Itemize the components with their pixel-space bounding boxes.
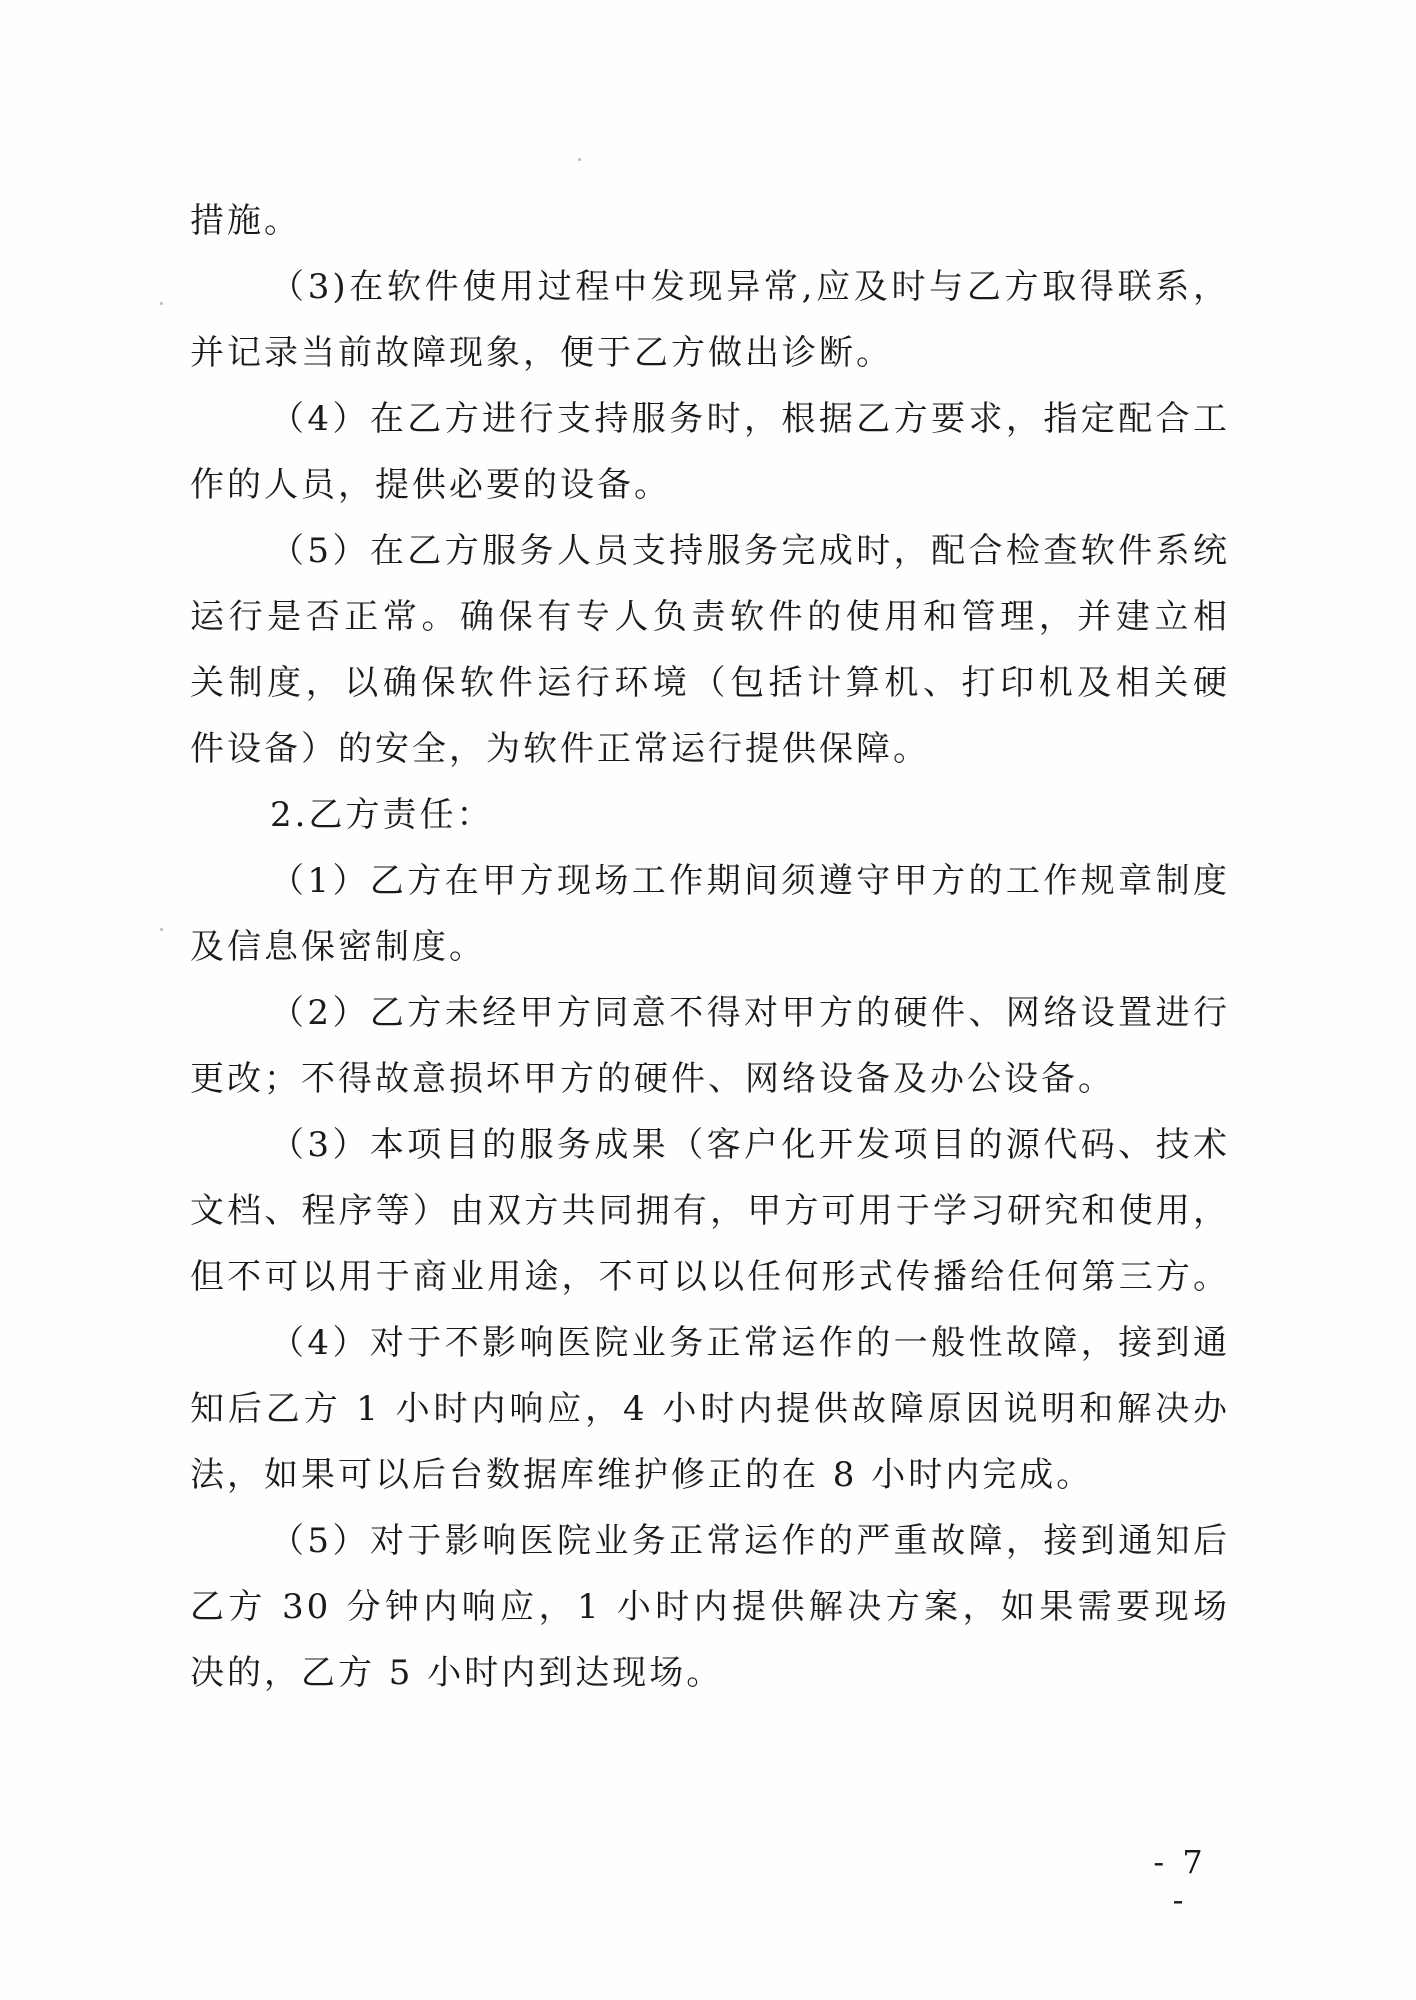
text-line: 法，如果可以后台数据库维护修正的在 8 小时内完成。 (190, 1455, 1094, 1495)
text-line: 作的人员，提供必要的设备。 (190, 465, 671, 505)
text-line: （3）本项目的服务成果（客户化开发项目的源代码、技术 (270, 1125, 1230, 1165)
text-line: 乙方 30 分钟内响应，1 小时内提供解决方案，如果需要现场 (190, 1587, 1230, 1627)
text-line: 决的，乙方 5 小时内到达现场。 (190, 1653, 724, 1693)
text-line: （3)在软件使用过程中发现异常,应及时与乙方取得联系， (270, 267, 1230, 307)
text-line: 运行是否正常。确保有专人负责软件的使用和管理，并建立相 (190, 597, 1230, 637)
text-line: 更改；不得故意损坏甲方的硬件、网络设备及办公设备。 (190, 1059, 1115, 1099)
text-line: 并记录当前故障现象，便于乙方做出诊断。 (190, 333, 893, 373)
text-line: 及信息保密制度。 (190, 927, 486, 967)
text-line: 关制度，以确保软件运行环境（包括计算机、打印机及相关硬 (190, 663, 1230, 703)
text-line: 但不可以用于商业用途，不可以以任何形式传播给任何第三方。 (190, 1257, 1230, 1297)
text-line: 文档、程序等）由双方共同拥有，甲方可用于学习研究和使用， (190, 1191, 1230, 1231)
document-body (190, 188, 1230, 1706)
scan-speck (160, 928, 163, 931)
text-line: 知后乙方 1 小时内响应，4 小时内提供故障原因说明和解决办 (190, 1389, 1230, 1429)
text-line: （2）乙方未经甲方同意不得对甲方的硬件、网络设置进行 (270, 993, 1230, 1033)
text-line: （4）在乙方进行支持服务时，根据乙方要求，指定配合工 (270, 399, 1230, 439)
text-line: 措施。 (190, 201, 301, 241)
scan-speck (578, 158, 581, 161)
text-line: 件设备）的安全，为软件正常运行提供保障。 (190, 729, 930, 769)
text-line: （5）在乙方服务人员支持服务完成时，配合检查软件系统 (270, 531, 1230, 571)
text-line: （1）乙方在甲方现场工作期间须遵守甲方的工作规章制度 (270, 861, 1230, 901)
scan-speck (160, 302, 163, 305)
text-line: （5）对于影响医院业务正常运作的严重故障，接到通知后 (270, 1521, 1230, 1561)
text-line: （4）对于不影响医院业务正常运作的一般性故障，接到通 (270, 1323, 1230, 1363)
section-heading: 2.乙方责任： (270, 795, 494, 835)
page-number: - 7 - (1153, 1843, 1207, 1919)
